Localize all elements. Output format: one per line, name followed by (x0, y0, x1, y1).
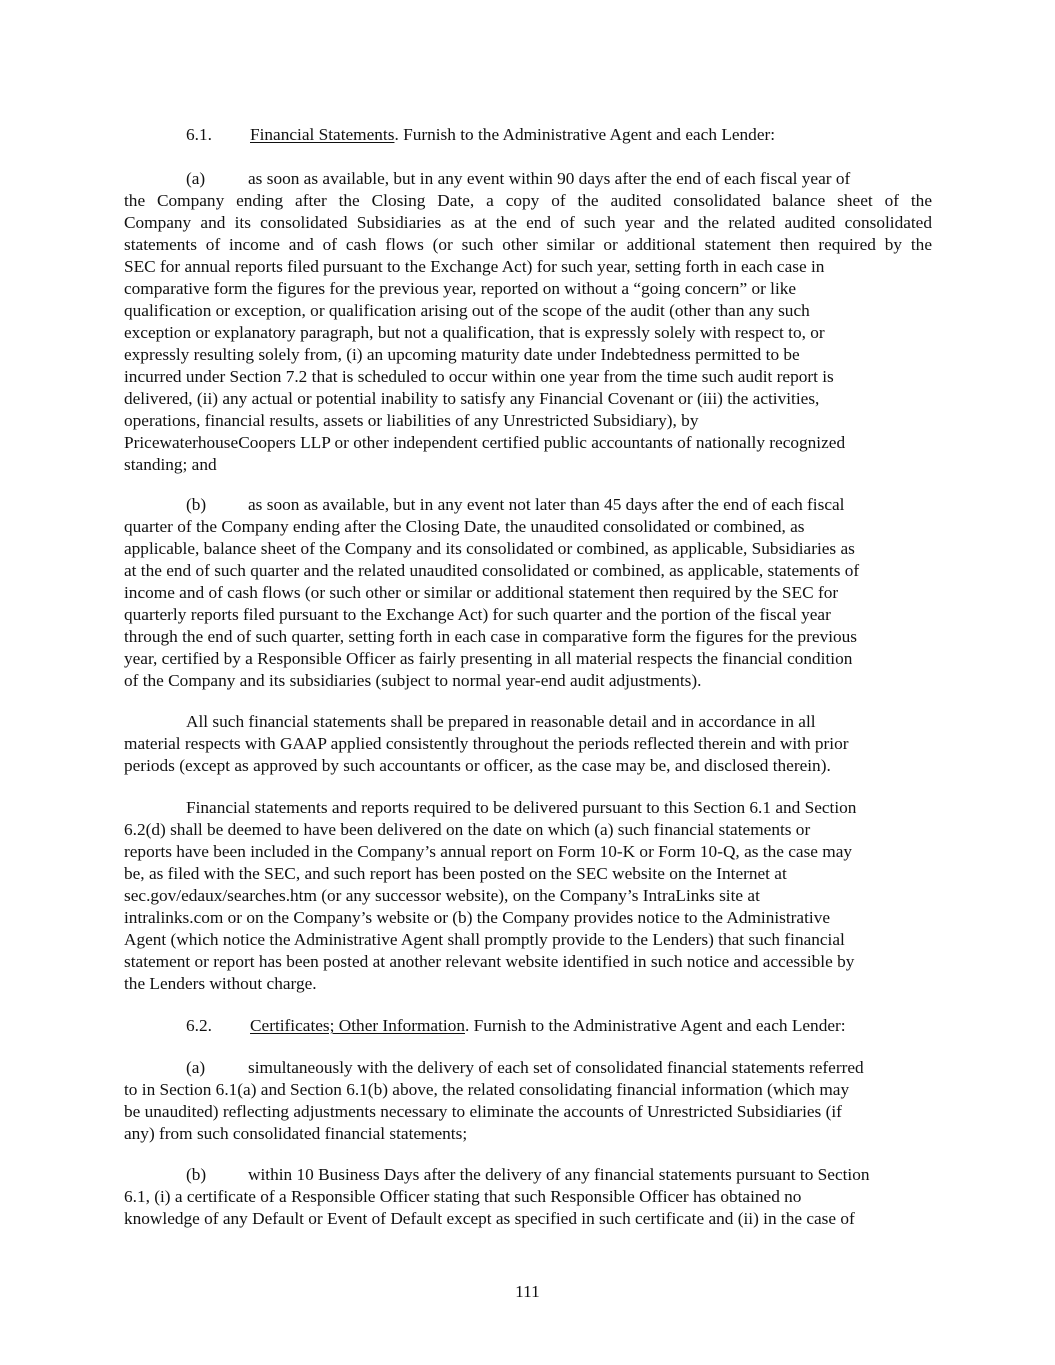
paragraph-line: to in Section 6.1(a) and Section 6.1(b) above, the related consolidating financial information (which may (124, 1080, 850, 1099)
paragraph-line: the Lenders without charge. (124, 974, 317, 993)
page-number: 111 (515, 1282, 540, 1301)
paragraph-line: PricewaterhouseCoopers LLP or other independent certified public accountants of nationally recognized (124, 433, 846, 452)
paragraph-line: sec.gov/edaux/searches.htm (or any successor website), on the Company’s IntraLinks site at (124, 886, 760, 905)
paragraph-line: Agent (which notice the Administrative Agent shall promptly provide to the Lenders) that such financial (124, 930, 845, 949)
section-title: Certificates; Other Information (250, 1016, 465, 1035)
paragraph-line: be unaudited) reflecting adjustments necessary to eliminate the accounts of Unrestricted Subsidiaries (if (124, 1102, 842, 1121)
paragraph-line: delivered, (ii) any actual or potential inability to satisfy any Financial Covenant or (iii) the activities, (124, 389, 820, 408)
paragraph-line: be, as filed with the SEC, and such report has been posted on the SEC website on the Internet at (124, 864, 787, 883)
paragraph-line: quarterly reports filed pursuant to the Exchange Act) for such quarter and the portion of the fiscal year (124, 605, 831, 624)
paragraph-line: expressly resulting solely from, (i) an upcoming maturity date under Indebtedness permitted to be (124, 345, 800, 364)
section-title: Financial Statements (250, 125, 395, 144)
paragraph-line: Company and its consolidated Subsidiaries as at the end of such year and the related audited consolidated (124, 213, 932, 232)
paragraph-line: comparative form the figures for the previous year, reported on without a “going concern” or like (124, 279, 797, 298)
paragraph-line: applicable, balance sheet of the Company and its consolidated or combined, as applicable, Subsidiaries as (124, 539, 855, 558)
paragraph-line: at the end of such quarter and the related unaudited consolidated or combined, as applicable, statements of (124, 561, 860, 580)
paragraph-line: through the end of such quarter, setting forth in each case in comparative form the figures for the previous (124, 627, 858, 646)
paragraph-line: incurred under Section 7.2 that is scheduled to occur within one year from the time such audit report is (124, 367, 834, 386)
paragraph-line: statements of income and of cash flows (or such other similar or additional statement then required by the (124, 235, 932, 254)
paragraph-line: standing; and (124, 455, 217, 474)
section-number: 6.2. (186, 1016, 212, 1035)
paragraph-line: any) from such consolidated financial statements; (124, 1124, 468, 1143)
document-page: 6.1. Financial Statements. Furnish to the Administrative Agent and each Lender: (a) as soon as available, but in any event within 90 days after the end of each fiscal year of the Company ending after the Closing Date, a copy of the audited consolidated balance sheet of the Company and its consolidated Subsidiaries as at the end of such year and the related audited consolidated statements of income and of cash flows (or such other similar or additional statement then required by the SEC for annual reports filed pursuant to the Exchange Act) for such year, setting forth in each case in comparative form the figures for the previous year, reported on without a “going concern” or like qualification or exception, or qualification arising out of the scope of the audit (other than any such exception or explanatory paragraph, but not a qualification, that is expressly solely with respect to, or expressly resulting solely from, (i) an upcoming maturity date under Indebtedness permitted to be incurred under Section 7.2 that is scheduled to occur within one year from the time such audit report is delivered, (ii) any actual or potential inability to satisfy any Financial Covenant or (iii) the activities, operations, financial results, assets or liabilities of any Unrestricted Subsidiary), by PricewaterhouseCoopers LLP or other independent certified public accountants of nationally recognized standing; and (b) as soon as available, but in any event not later than 45 days after the end of each fiscal quarter of the Company ending after the Closing Date, the unaudited consolidated or combined, as applicable, balance sheet of the Company and its consolidated or combined, as applicable, Subsidiaries as at the end of such quarter and the related unaudited consolidated or combined, as applicable, statements of income and of cash flows (or such other or similar or additional statement then required by the SEC for quarterly reports filed pursuant to the Exchange Act) for such quarter and the portion of the fiscal year through the end of such quarter, setting forth in each case in comparative form the figures for the previous year, certified by a Responsible Officer as fairly presenting in all material respects the financial condition of the Company and its subsidiaries (subject to normal year-end audit adjustments). All such financial statements shall be prepared in reasonable detail and in accordance in all material respects with GAAP applied consistently throughout the periods reflected therein and with prior periods (except as approved by such accountants or officer, as the case may be, and disclosed therein). Financial statements and reports required to be delivered pursuant to this Section 6.1 and Section 6.2(d) shall be deemed to have been delivered on the date on which (a) such financial statements or reports have been included in the Company’s annual report on Form 10-K or Form 10-Q, as the case may be, as filed with the SEC, and such report has been posted on the SEC website on the Internet at sec.gov/edaux/searches.htm (or any successor website), on the Company’s IntraLinks site at intralinks.com or on the Company’s website or (b) the Company provides notice to the Administrative Agent (which notice the Administrative Agent shall promptly provide to the Lenders) that such financial statement or report has been posted at another relevant website identified in such notice and accessible by the Lenders without charge. 6.2. Certificates; Other Information. Furnish to the Administrative Agent and each Lender: (a) simultaneously with the delivery of each set of consolidated financial statements referred to in Section 6.1(a) and Section 6.1(b) above, the related consolidating financial information (which may be unaudited) reflecting adjustments necessary to eliminate the accounts of Unrestricted Subsidiaries (if any) from such consolidated financial statements; (b) within 10 Business Days after the delivery of any financial statements pursuant to Section 6.1, (i) a certificate of a Responsible Officer stating that such Responsible Officer has obtained no knowledge of any Default or Event of Default except as specified in such certificate and (ii) in the case of 111 (0, 0, 1055, 1365)
section-intro: . Furnish to the Administrative Agent and each Lender: (394, 125, 776, 144)
paragraph-line: 6.2(d) shall be deemed to have been delivered on the date on which (a) such financial statements or (124, 820, 811, 839)
paragraph-line: 6.1, (i) a certificate of a Responsible Officer stating that such Responsible Officer has obtained no (124, 1187, 802, 1206)
paragraph-line: reports have been included in the Company’s annual report on Form 10-K or Form 10-Q, as the case may (124, 842, 853, 861)
clause-label: (b) (186, 495, 207, 514)
paragraph-delivery-first-line: Financial statements and reports required to be delivered pursuant to this Section 6.1 and Section (186, 798, 857, 817)
paragraph-line: quarter of the Company ending after the Closing Date, the unaudited consolidated or combined, as (124, 517, 805, 536)
paragraph-line: the Company ending after the Closing Date, a copy of the audited consolidated balance sheet of the (124, 191, 932, 210)
section-intro: . Furnish to the Administrative Agent and each Lender: (464, 1016, 846, 1035)
paragraph-line: knowledge of any Default or Event of Default except as specified in such certificate and (ii) in the case of (124, 1209, 855, 1228)
paragraph-line: year, certified by a Responsible Officer as fairly presenting in all material respects the financial condition (124, 649, 853, 668)
paragraph-line: qualification or exception, or qualification arising out of the scope of the audit (other than any such (124, 301, 810, 320)
paragraph-line: material respects with GAAP applied consistently throughout the periods reflected therein and with prior (124, 734, 849, 753)
section-number: 6.1. (186, 125, 212, 144)
clause-label: (a) (186, 169, 206, 188)
paragraph-all-such-first-line: All such financial statements shall be prepared in reasonable detail and in accordance in all (186, 712, 816, 731)
paragraph-line: intralinks.com or on the Company’s website or (b) the Company provides notice to the Administrative (124, 908, 831, 927)
paragraph-line: of the Company and its subsidiaries (subject to normal year-end audit adjustments). (124, 671, 702, 690)
clause-label: (a) (186, 1058, 206, 1077)
paragraph-line: periods (except as approved by such accountants or officer, as the case may be, and disclosed therein). (124, 756, 831, 775)
clause-label: (b) (186, 1165, 207, 1184)
paragraph-line: SEC for annual reports filed pursuant to the Exchange Act) for such year, setting forth in each case in (124, 257, 825, 276)
paragraph-line: statement or report has been posted at another relevant website identified in such notice and accessible by (124, 952, 855, 971)
paragraph-line: exception or explanatory paragraph, but not a qualification, that is expressly solely with respect to, or (124, 323, 825, 342)
paragraph-line: income and of cash flows (or such other or similar or additional statement then required by the SEC for (124, 583, 839, 602)
paragraph-line: operations, financial results, assets or liabilities of any Unrestricted Subsidiary), by (124, 411, 699, 430)
